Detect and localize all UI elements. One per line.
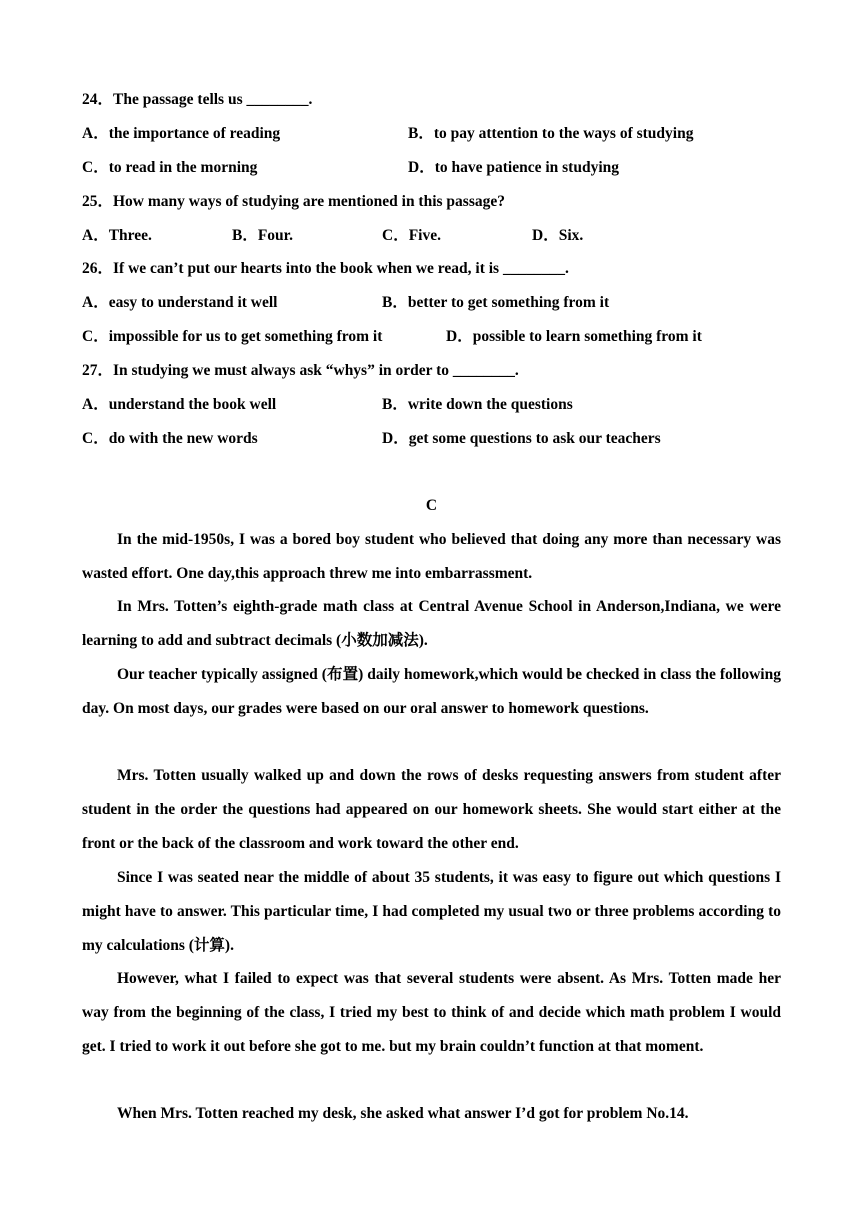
question-25-option-a: A．Three. [82,227,152,244]
question-25-option-c: C．Five. [382,227,441,244]
question-25-option-d: D．Six. [532,227,584,244]
question-27-option-a: A．understand the book well [82,396,277,413]
question-27-option-c: C．do with the new words [82,430,258,447]
passage-paragraph-7: When Mrs. Totten reached my desk, she asked what answer I’d got for problem No.14. [117,1105,689,1122]
question-24-option-a: A．the importance of reading [82,125,281,142]
question-26-stem: 26．If we can’t put our hearts into the book when we read, it is ________. [82,260,569,277]
question-24-option-c: C．to read in the morning [82,159,258,176]
passage-paragraph-6: However, what I failed to expect was that several students were absent. As Mrs. Totten made her way from the beginning of the class, I tried my best to think of and decide which math problem I would get. I tried to work it out before she got to me. but my brain couldn’t function at that moment. [82,970,781,1055]
question-26-option-d: D．possible to learn something from it [446,328,702,345]
question-24-stem: 24．The passage tells us ________. [82,91,313,108]
question-24-option-b: B．to pay attention to the ways of studying [408,125,694,142]
question-26-option-a: A．easy to understand it well [82,294,278,311]
question-25-option-b: B．Four. [232,227,294,244]
passage-paragraph-3: Our teacher typically assigned (布置) daily homework,which would be checked in class the following day. On most days, our grades were based on our oral answer to homework questions. [82,666,781,717]
section-c-heading: C [425,497,438,514]
question-24-option-d: D．to have patience in studying [408,159,619,176]
question-27-option-d: D．get some questions to ask our teachers [382,430,661,447]
passage-paragraph-5: Since I was seated near the middle of about 35 students, it was easy to figure out which questions I might have to answer. This particular time, I had completed my usual two or three problems according to my calculations (计算). [82,869,781,954]
passage-paragraph-4: Mrs. Totten usually walked up and down the rows of desks requesting answers from student after student in the order the questions had appeared on our homework sheets. She would start either at the front or the back of the classroom and work toward the other end. [82,767,781,852]
question-27-stem: 27．In studying we must always ask “whys” in order to ________. [82,362,519,379]
question-26-option-c: C．impossible for us to get something from it [82,328,383,345]
passage-paragraph-1: In the mid-1950s, I was a bored boy student who believed that doing any more than necessary was wasted effort. One day,this approach threw me into embarrassment. [82,531,781,582]
passage-paragraph-2: In Mrs. Totten’s eighth-grade math class at Central Avenue School in Anderson,Indiana, we were learning to add and subtract decimals (小数加减法). [82,598,781,649]
question-27-option-b: B．write down the questions [382,396,573,413]
question-26-option-b: B．better to get something from it [382,294,610,311]
question-25-stem: 25．How many ways of studying are mentioned in this passage? [82,193,505,210]
